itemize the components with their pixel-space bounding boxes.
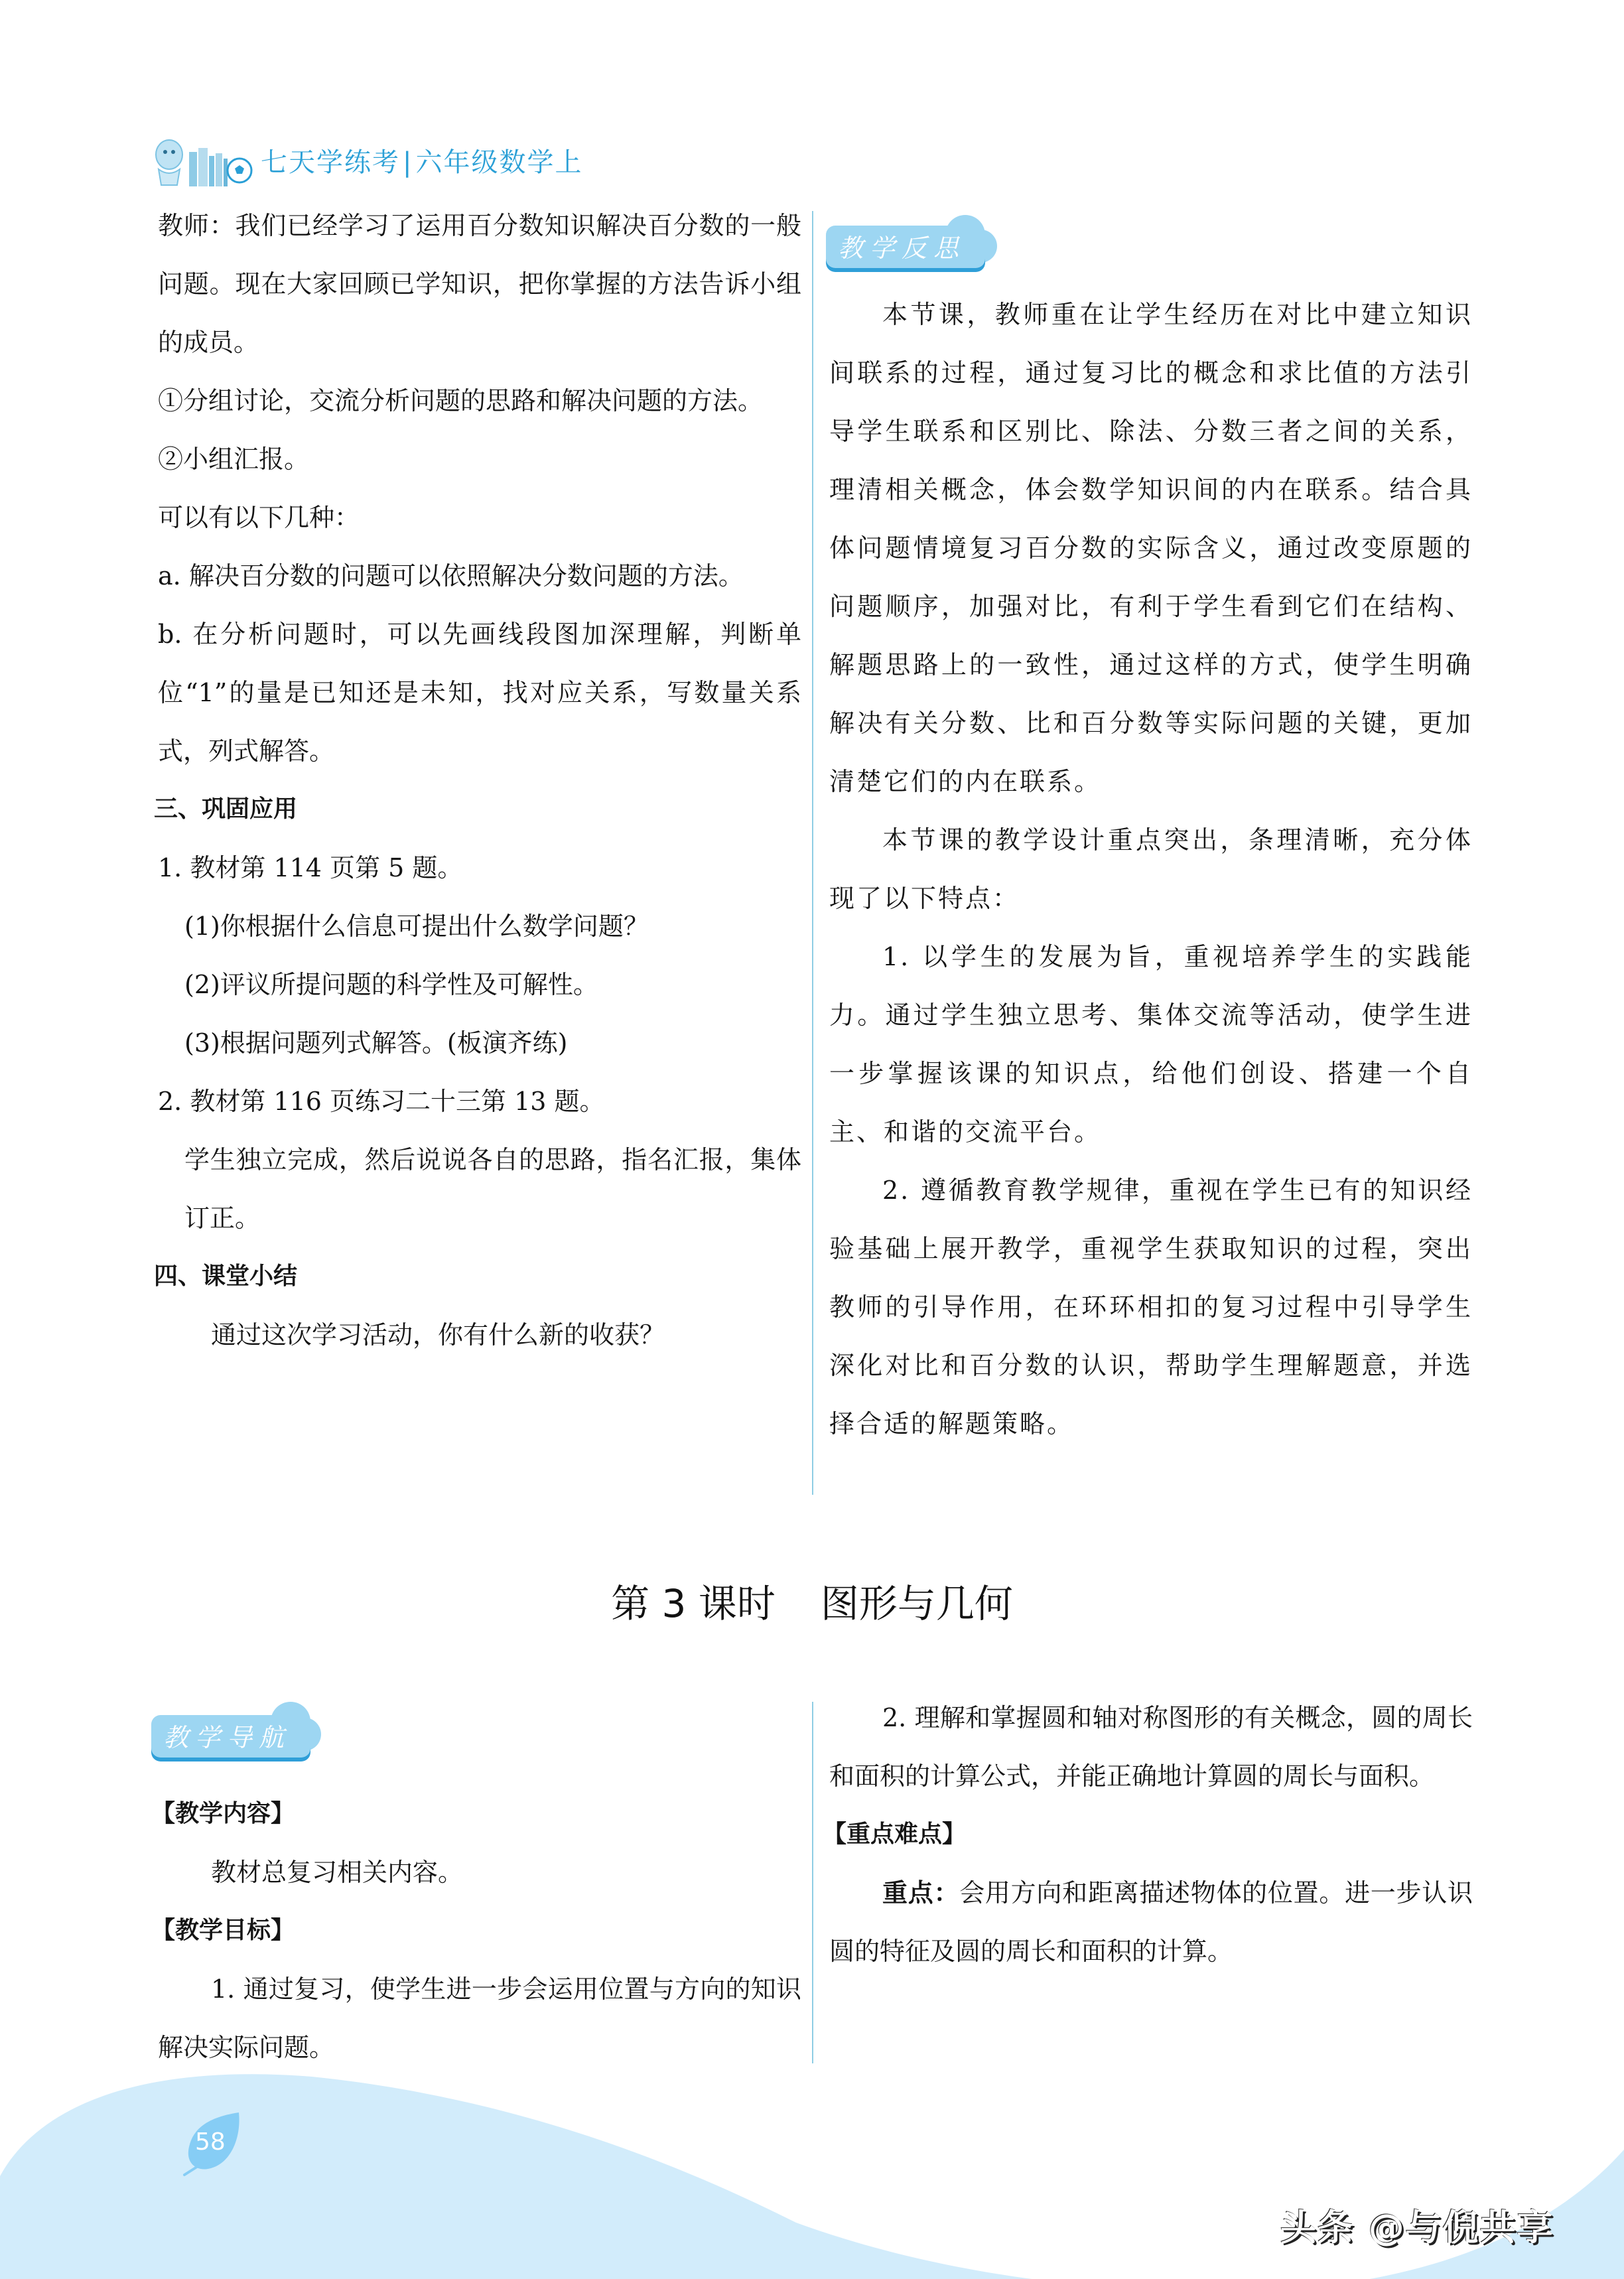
teaching-goal-1: 1. 通过复习，使学生进一步会运用位置与方向的知识解决实际问题。 (158, 1974, 801, 2062)
method-b: b. 在分析问题时，可以先画线段图加深理解，判断单位“1”的量是已知还是未知，找对应关系，写数量关系式，列式解答。 (158, 620, 801, 766)
teaching-guide-badge (151, 1702, 320, 1763)
step-group-report: ②小组汇报。 (158, 445, 310, 474)
badge-label: 教学导航 (163, 1723, 291, 1752)
mascot-books-ball-illustration (149, 129, 255, 190)
step-group-discussion: ①分组讨论，交流分析问题的思路和解决问题的方法。 (158, 386, 764, 415)
book-header (149, 129, 667, 190)
column-divider-upper (812, 211, 813, 1495)
left-column (154, 196, 801, 1364)
teacher-prompt: 教师：我们已经学习了运用百分数知识解决百分数的一般问题。现在大家回顾已学知识，把你掌握的方法告诉小组的成员。 (158, 211, 801, 357)
book-series-title (261, 141, 582, 179)
lower-right-column (823, 1689, 1473, 1980)
series-name: 七天学练考 (261, 147, 400, 178)
teaching-reflection-badge (826, 212, 995, 273)
grade-subject: 六年级数学上 (415, 147, 583, 178)
exercise-2: 2. 教材第 116 页练习二十三第 13 题。 (158, 1087, 605, 1116)
right-column-reflection (829, 285, 1473, 1453)
teaching-goals-heading: 【教学目标】 (151, 1917, 295, 1944)
exercise-1-question-1: (1)你根据什么信息可提出什么数学问题？ (184, 912, 649, 941)
exercise-1-question-3: (3)根据问题列式解答。(板演齐练) (184, 1028, 568, 1058)
column-divider-lower (812, 1702, 813, 2063)
page-number: 58 (195, 2128, 226, 2156)
reflection-paragraph-2: 本节课的教学设计重点突出，条理清晰，充分体现了以下特点： (829, 825, 1473, 913)
methods-intro: 可以有以下几种： (158, 503, 360, 532)
key-text: 会用方向和距离描述物体的位置。进一步认识圆的特征及圆的周长和面积的计算。 (829, 1878, 1473, 1966)
page-number-leaf (165, 2111, 244, 2177)
teaching-content-text: 教材总复习相关内容。 (211, 1858, 464, 1887)
title-separator: | (403, 147, 413, 178)
key-points-heading: 【重点难点】 (823, 1821, 967, 1848)
method-a: a. 解决百分数的问题可以依照解决分数问题的方法。 (158, 561, 744, 590)
summary-question: 通过这次学习活动，你有什么新的收获？ (211, 1320, 665, 1349)
key-label: 重点： (882, 1878, 960, 1907)
reflection-point-1: 1. 以学生的发展为旨，重视培养学生的实践能力。通过学生独立思考、集体交流等活动，使学生进一步掌握该课的知识点，给他们创设、搭建一个自主、和谐的交流平台。 (829, 942, 1473, 1146)
exercise-2-description: 学生独立完成，然后说说各自的思路，指名汇报，集体订正。 (184, 1145, 801, 1233)
reflection-paragraph-1: 本节课，教师重在让学生经历在对比中建立知识间联系的过程，通过复习比的概念和求比值的方法引导学生联系和区别比、除法、分数三者之间的关系，理清相关概念，体会数学知识间的内在联系。结合具体问题情境复习百分数的实际含义，通过改变原题的问题顺序，加强对比，有利于学生看到它们在结构、解题思路上的一致性，通过这样的方式，使学生明确解决有关分数、比和百分数等实际问题的关键，更加清楚它们的内在联系。 (829, 300, 1473, 796)
lesson-topic: 图形与几何 (820, 1581, 1013, 1626)
watermark: 头条 @与倪共享 (1280, 2207, 1554, 2248)
lesson-title (0, 1572, 1624, 1628)
badge-label: 教学反思 (838, 234, 966, 263)
section-heading-consolidation: 三、巩固应用 (154, 795, 298, 823)
exercise-1: 1. 教材第 114 页第 5 题。 (158, 853, 463, 882)
exercise-1-question-2: (2)评议所提问题的科学性及可解性。 (184, 970, 598, 999)
teaching-content-heading: 【教学内容】 (151, 1800, 295, 1827)
teaching-goal-2: 2. 理解和掌握圆和轴对称图形的有关概念，圆的周长和面积的计算公式，并能正确地计算圆的周长与面积。 (829, 1703, 1473, 1791)
key-points-text (829, 1864, 1473, 1980)
section-heading-summary: 四、课堂小结 (154, 1263, 298, 1290)
reflection-point-2: 2. 遵循教育教学规律，重视在学生已有的知识经验基础上展开教学，重视学生获取知识的过程，突出教师的引导作用，在环环相扣的复习过程中引导学生深化对比和百分数的认识，帮助学生理解题意，并选择合适的解题策略。 (829, 1176, 1473, 1438)
lesson-number: 第 3 课时 (611, 1581, 776, 1626)
